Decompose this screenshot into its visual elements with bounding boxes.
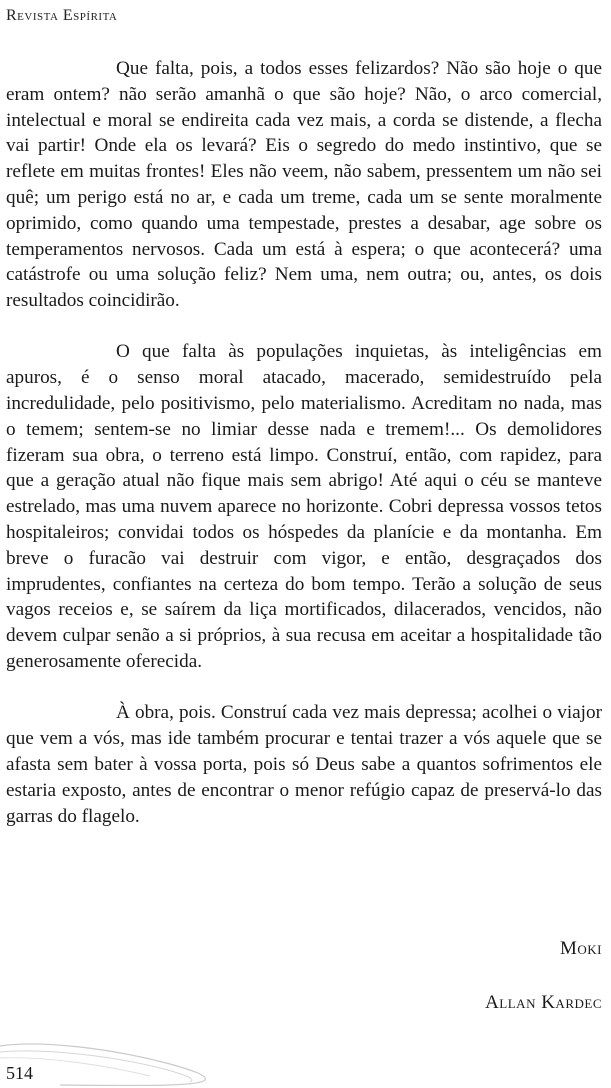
page-number: 514 [6,1063,33,1083]
spirit-signature: Moki [560,938,602,959]
paragraph-2: O que falta às populações inquietas, às inteligências em apuros, é o senso moral atacado, macerado, semidestruído pela incredulidade, pelo positivismo, pelo materialismo. Acreditam no nada, mas o temem; sentem-se no limiar desse nada e tremem!... Os demolidores fizeram sua obra, o terreno está limpo. Construí, então, com rapidez, para que a geração atual não fique mais sem abrigo! Até aqui o céu se manteve estrelado, mas uma nuvem aparece no horizonte. Cobri depressa vossos tetos hospitaleiros; convidai todos os hóspedes da planície e da montanha. Em breve o furacão vai destruir com vigor, e então, desgraçados dos imprudentes, confiantes na certeza do bom tempo. Terão a solução de seus vagos receios e, se saírem da liça mortificados, dilacerados, vencidos, não devem culpar senão a si próprios, à sua recusa em aceitar a hospitalidade tão generosamente oferecida. [6,341,602,673]
running-head: Revista Espírita [6,7,118,24]
article-body [6,56,602,855]
paragraph-3: À obra, pois. Construí cada vez mais depressa; acolhei o viajor que vem a vós, mas ide também procurar e tentai trazer a vós aquele que se afasta sem bater à vossa porta, pois só Deus sabe a quantos sofrimentos ele estaria exposto, antes de encontrar o menor refúgio capaz de preservá-lo das garras do flagelo. [6,702,602,827]
paragraph-1: Que falta, pois, a todos esses felizardos? Não são hoje o que eram ontem? não serão amanhã o que são hoje? Não, o arco comercial, intelectual e moral se endireita cada vez mais, a corda se distende, a flecha vai partir! Onde ela os levará? Eis o segredo do medo instintivo, que se reflete em muitas frontes! Eles não veem, não sabem, pressentem um não sei quê; um perigo está no ar, e cada um treme, cada um se sente moralmente oprimido, como quando uma tempestade, prestes a desabar, age sobre os temperamentos nervosos. Cada um está à espera; o que acontecerá? uma catástrofe ou uma solução feliz? Nem uma, nem outra; ou, antes, os dois resultados coincidirão. [6,58,602,312]
author-signature: Allan Kardec [485,992,602,1013]
page-corner-ornament [0,1036,220,1088]
